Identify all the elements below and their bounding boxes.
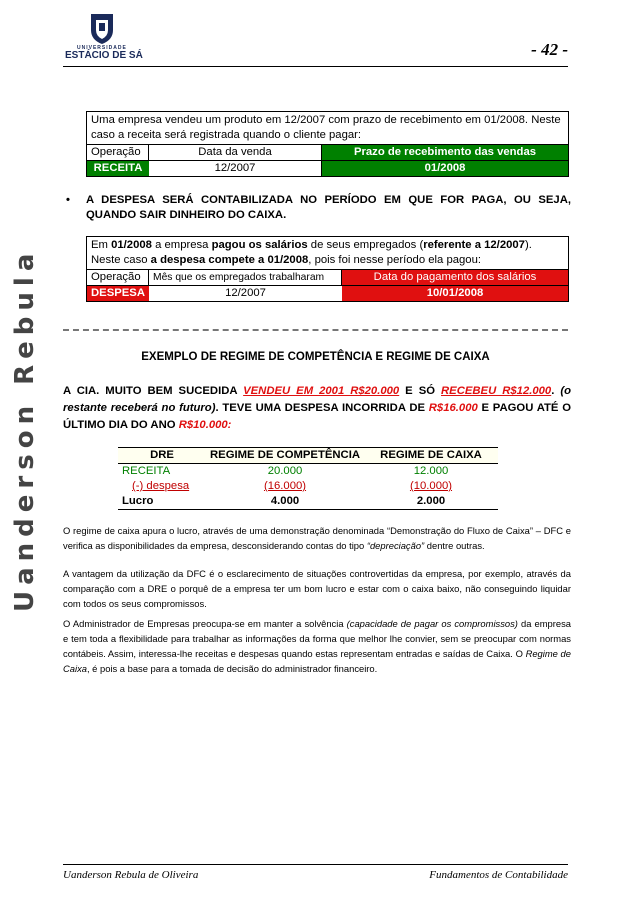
despesa-header-row <box>87 269 568 285</box>
receita-example-box <box>86 111 569 177</box>
table-row <box>118 464 498 480</box>
footer-title: Fundamentos de Contabilidade <box>429 869 568 881</box>
despesa-example-text: Em 01/2008 a empresa pagou os salários de seus empregados (referente a 12/2007). Neste caso a despesa compete a 01/2008, pois foi nesse período ela pagou: <box>91 239 532 266</box>
receita-data-row <box>87 160 568 176</box>
dre-comparison-table <box>118 447 498 510</box>
row-label: (-) despesa <box>132 480 190 492</box>
paragraph-administrador: O Administrador de Empresas preocupa-se em manter a solvência (capacidade de pagar os compromissos) da empresa e tem toda a flexibilidade para trabalhar as informações da forma que melhor lhe convier, sem se preocupar com normas contábeis. Assim, interessa-lhe receitas e despesas quando estas representam entradas e saídas de Caixa. O Regime de Caixa, é pois a base para a tomada de decisão do administrador financeiro. <box>63 618 571 674</box>
header-divider <box>63 66 568 67</box>
caixa-value: 12.000 <box>413 465 449 477</box>
dre-header-row <box>118 448 498 464</box>
receita-example-text: Uma empresa vendeu um produto em 12/2007 com prazo de recebimento em 01/2008. Neste caso a receita será registrada quando o cliente pagar: <box>91 114 561 141</box>
side-author-name: Uanderson Rebula <box>10 247 40 612</box>
competencia-value: 4.000 <box>206 494 364 510</box>
logo-top-text: UNIVERSIDADE <box>77 45 127 51</box>
paragraph-dfc: O regime de caixa apura o lucro, através de uma demonstração denominada “Demonstração do Fluxo de Caixa” – DFC e verifica as disponibilidades da empresa, desconsiderando contas do tipo “depreciação” dentre outras. <box>63 525 571 551</box>
bullet-symbol: • <box>66 194 70 206</box>
data-pagamento-header: Data do pagamento dos salários <box>342 270 568 285</box>
row-label: Lucro <box>118 494 206 510</box>
logo-main-text: ESTÁCIO DE SÁ <box>65 50 143 61</box>
despesa-example-box <box>86 236 569 302</box>
caixa-value: (10.000) <box>409 480 453 492</box>
row-label: RECEITA <box>122 465 171 477</box>
footer-author: Uanderson Rebula de Oliveira <box>63 869 199 881</box>
data-venda-header: Data da venda <box>149 145 322 160</box>
operacao-header: Operação <box>87 270 149 285</box>
caixa-value: 2.000 <box>364 494 498 510</box>
section-title: EXEMPLO DE REGIME DE COMPETÊNCIA E REGIME DE CAIXA <box>141 351 490 363</box>
receita-receipt-date: 01/2008 <box>322 161 568 176</box>
receita-label: RECEITA <box>87 161 149 176</box>
competencia-header: REGIME DE COMPETÊNCIA <box>206 448 364 464</box>
despesa-data-row <box>87 285 568 301</box>
prazo-header: Prazo de recebimento das vendas <box>322 145 568 160</box>
competencia-value: (16.000) <box>263 480 307 492</box>
bullet-text: A DESPESA SERÁ CONTABILIZADA NO PERÍODO EM QUE FOR PAGA, OU SEJA, QUANDO SAIR DINHEIRO DO CAIXA. <box>86 194 571 221</box>
page-number: - 42 - <box>531 40 568 59</box>
paragraph-vantagem: A vantagem da utilização da DFC é o esclarecimento de situações controvertidas da empresa, por exemplo, através da comparação com a DRE o porquê de a empresa ter um bom lucro e estar com o caixa baixo, não conseguindo liquidar com todos os seus compromissos. <box>63 568 571 609</box>
caixa-header: REGIME DE CAIXA <box>364 448 498 464</box>
dre-header: DRE <box>118 448 206 464</box>
despesa-bullet <box>66 193 571 223</box>
table-row <box>118 479 498 494</box>
table-row <box>118 494 498 510</box>
mes-trabalho-header: Mês que os empregados trabalharam <box>149 270 342 285</box>
example-statement: A CIA. MUITO BEM SUCEDIDA VENDEU EM 2001 R$20.000 E SÓ RECEBEU R$12.000. (o restante receberá no futuro). TEVE UMA DESPESA INCORRIDA DE R$16.000 E PAGOU ATÉ O ÚLTIMO DIA DO ANO R$10.000: <box>63 385 572 431</box>
footer-divider <box>63 864 568 865</box>
university-logo <box>63 12 141 64</box>
operacao-header: Operação <box>87 145 149 160</box>
receita-header-row <box>87 144 568 160</box>
competencia-value: 20.000 <box>267 465 303 477</box>
despesa-label: DESPESA <box>87 286 149 301</box>
despesa-payment-date: 10/01/2008 <box>342 286 568 301</box>
dashed-divider <box>63 329 568 331</box>
receita-sale-date: 12/2007 <box>149 161 322 176</box>
despesa-work-month: 12/2007 <box>225 287 266 299</box>
